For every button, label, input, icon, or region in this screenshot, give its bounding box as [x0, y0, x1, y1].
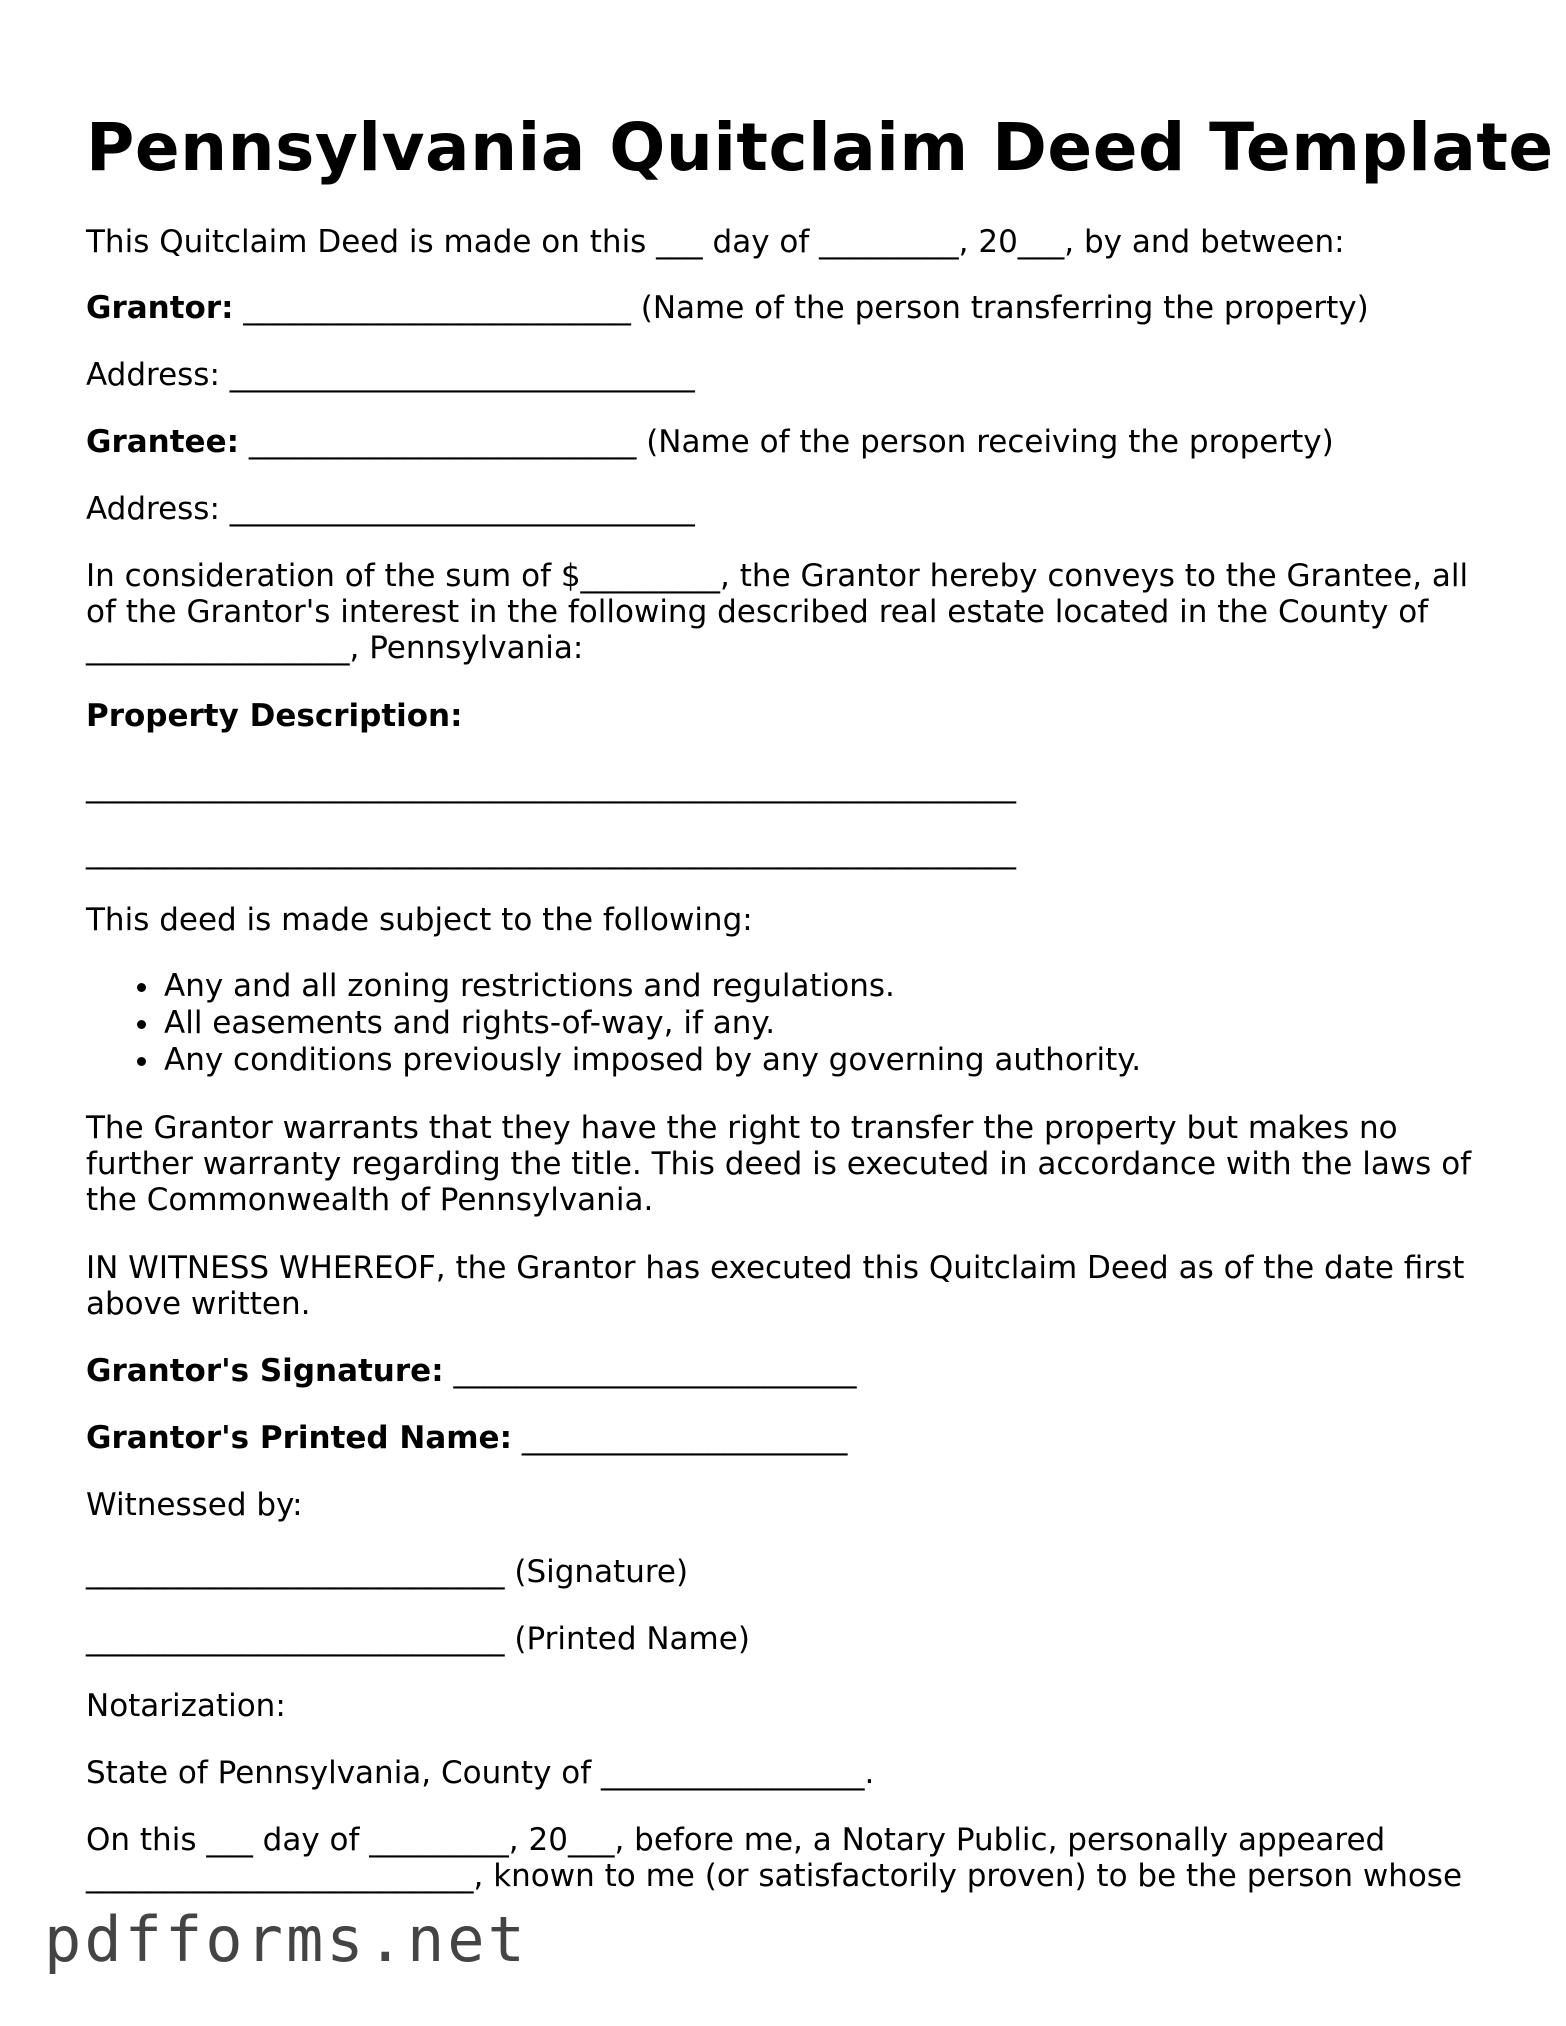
notary-line-2: _________________________, known to me (or satisfactorily proven) to be the person whose [86, 1858, 1463, 1894]
grantor-printed-name-line [86, 1420, 847, 1457]
notarization-heading: Notarization: [86, 1688, 286, 1724]
grantor-label: Grantor: [86, 290, 234, 326]
watermark-logo: pdfforms.net [44, 1903, 528, 1976]
warranty-line-2: further warranty regarding the title. This deed is executed in accordance with the laws of [86, 1146, 1472, 1182]
property-blank-line-2: ____________________________________________________________ [86, 834, 1016, 870]
witness-printed-name-line: ___________________________ (Printed Name) [86, 1621, 750, 1657]
condition-item: • Any and all zoning restrictions and regulations. [162, 968, 1141, 1005]
witnessed-by-label: Witnessed by: [86, 1487, 303, 1523]
grantor-signature-line [86, 1353, 856, 1390]
grantor-signature-label: Grantor's Signature: [86, 1353, 444, 1389]
grantor-field: _________________________ (Name of the person transferring the property) [233, 290, 1369, 326]
notary-state-line: State of Pennsylvania, County of _________________. [86, 1755, 875, 1791]
grantee-label: Grantee: [86, 424, 239, 460]
warranty-line-3: the Commonwealth of Pennsylvania. [86, 1182, 654, 1218]
intro-paragraph: This Quitclaim Deed is made on this ___ day of _________, 20___, by and between: [86, 224, 1345, 260]
notary-line-1: On this ___ day of _________, 20___, before me, a Notary Public, personally appeared [86, 1822, 1386, 1858]
property-blank-line-1: ____________________________________________________________ [86, 768, 1016, 804]
grantee-field: _________________________ (Name of the person receiving the property) [239, 424, 1334, 460]
grantor-printed-name-label: Grantor's Printed Name: [86, 1420, 512, 1456]
conditions-list [86, 968, 1141, 1079]
grantee-line [86, 424, 1334, 461]
grantor-address: Address: ______________________________ [86, 357, 695, 393]
consideration-line-1: In consideration of the sum of $_________, the Grantor hereby conveys to the Grantee, all [86, 558, 1469, 594]
grantor-signature-field: __________________________ [443, 1353, 857, 1389]
grantor-printed-name-field: _____________________ [511, 1420, 848, 1456]
document-title: Pennsylvania Quitclaim Deed Template [86, 109, 1554, 186]
witness-signature-line: ___________________________ (Signature) [86, 1554, 689, 1590]
condition-item: • Any conditions previously imposed by any governing authority. [162, 1042, 1141, 1079]
warranty-line-1: The Grantor warrants that they have the right to transfer the property but makes no [86, 1110, 1398, 1146]
consideration-line-2: of the Grantor's interest in the following described real estate located in the County of [86, 594, 1429, 630]
consideration-line-3: _________________, Pennsylvania: [86, 630, 584, 666]
subject-to-heading: This deed is made subject to the following: [86, 902, 753, 938]
witness-whereof-line-1: IN WITNESS WHEREOF, the Grantor has executed this Quitclaim Deed as of the date first [86, 1250, 1465, 1286]
grantor-line [86, 290, 1369, 327]
grantee-address: Address: ______________________________ [86, 491, 695, 527]
condition-item: • All easements and rights-of-way, if any. [162, 1005, 1141, 1042]
property-description-label: Property Description: [86, 698, 463, 734]
witness-whereof-line-2: above written. [86, 1286, 311, 1322]
